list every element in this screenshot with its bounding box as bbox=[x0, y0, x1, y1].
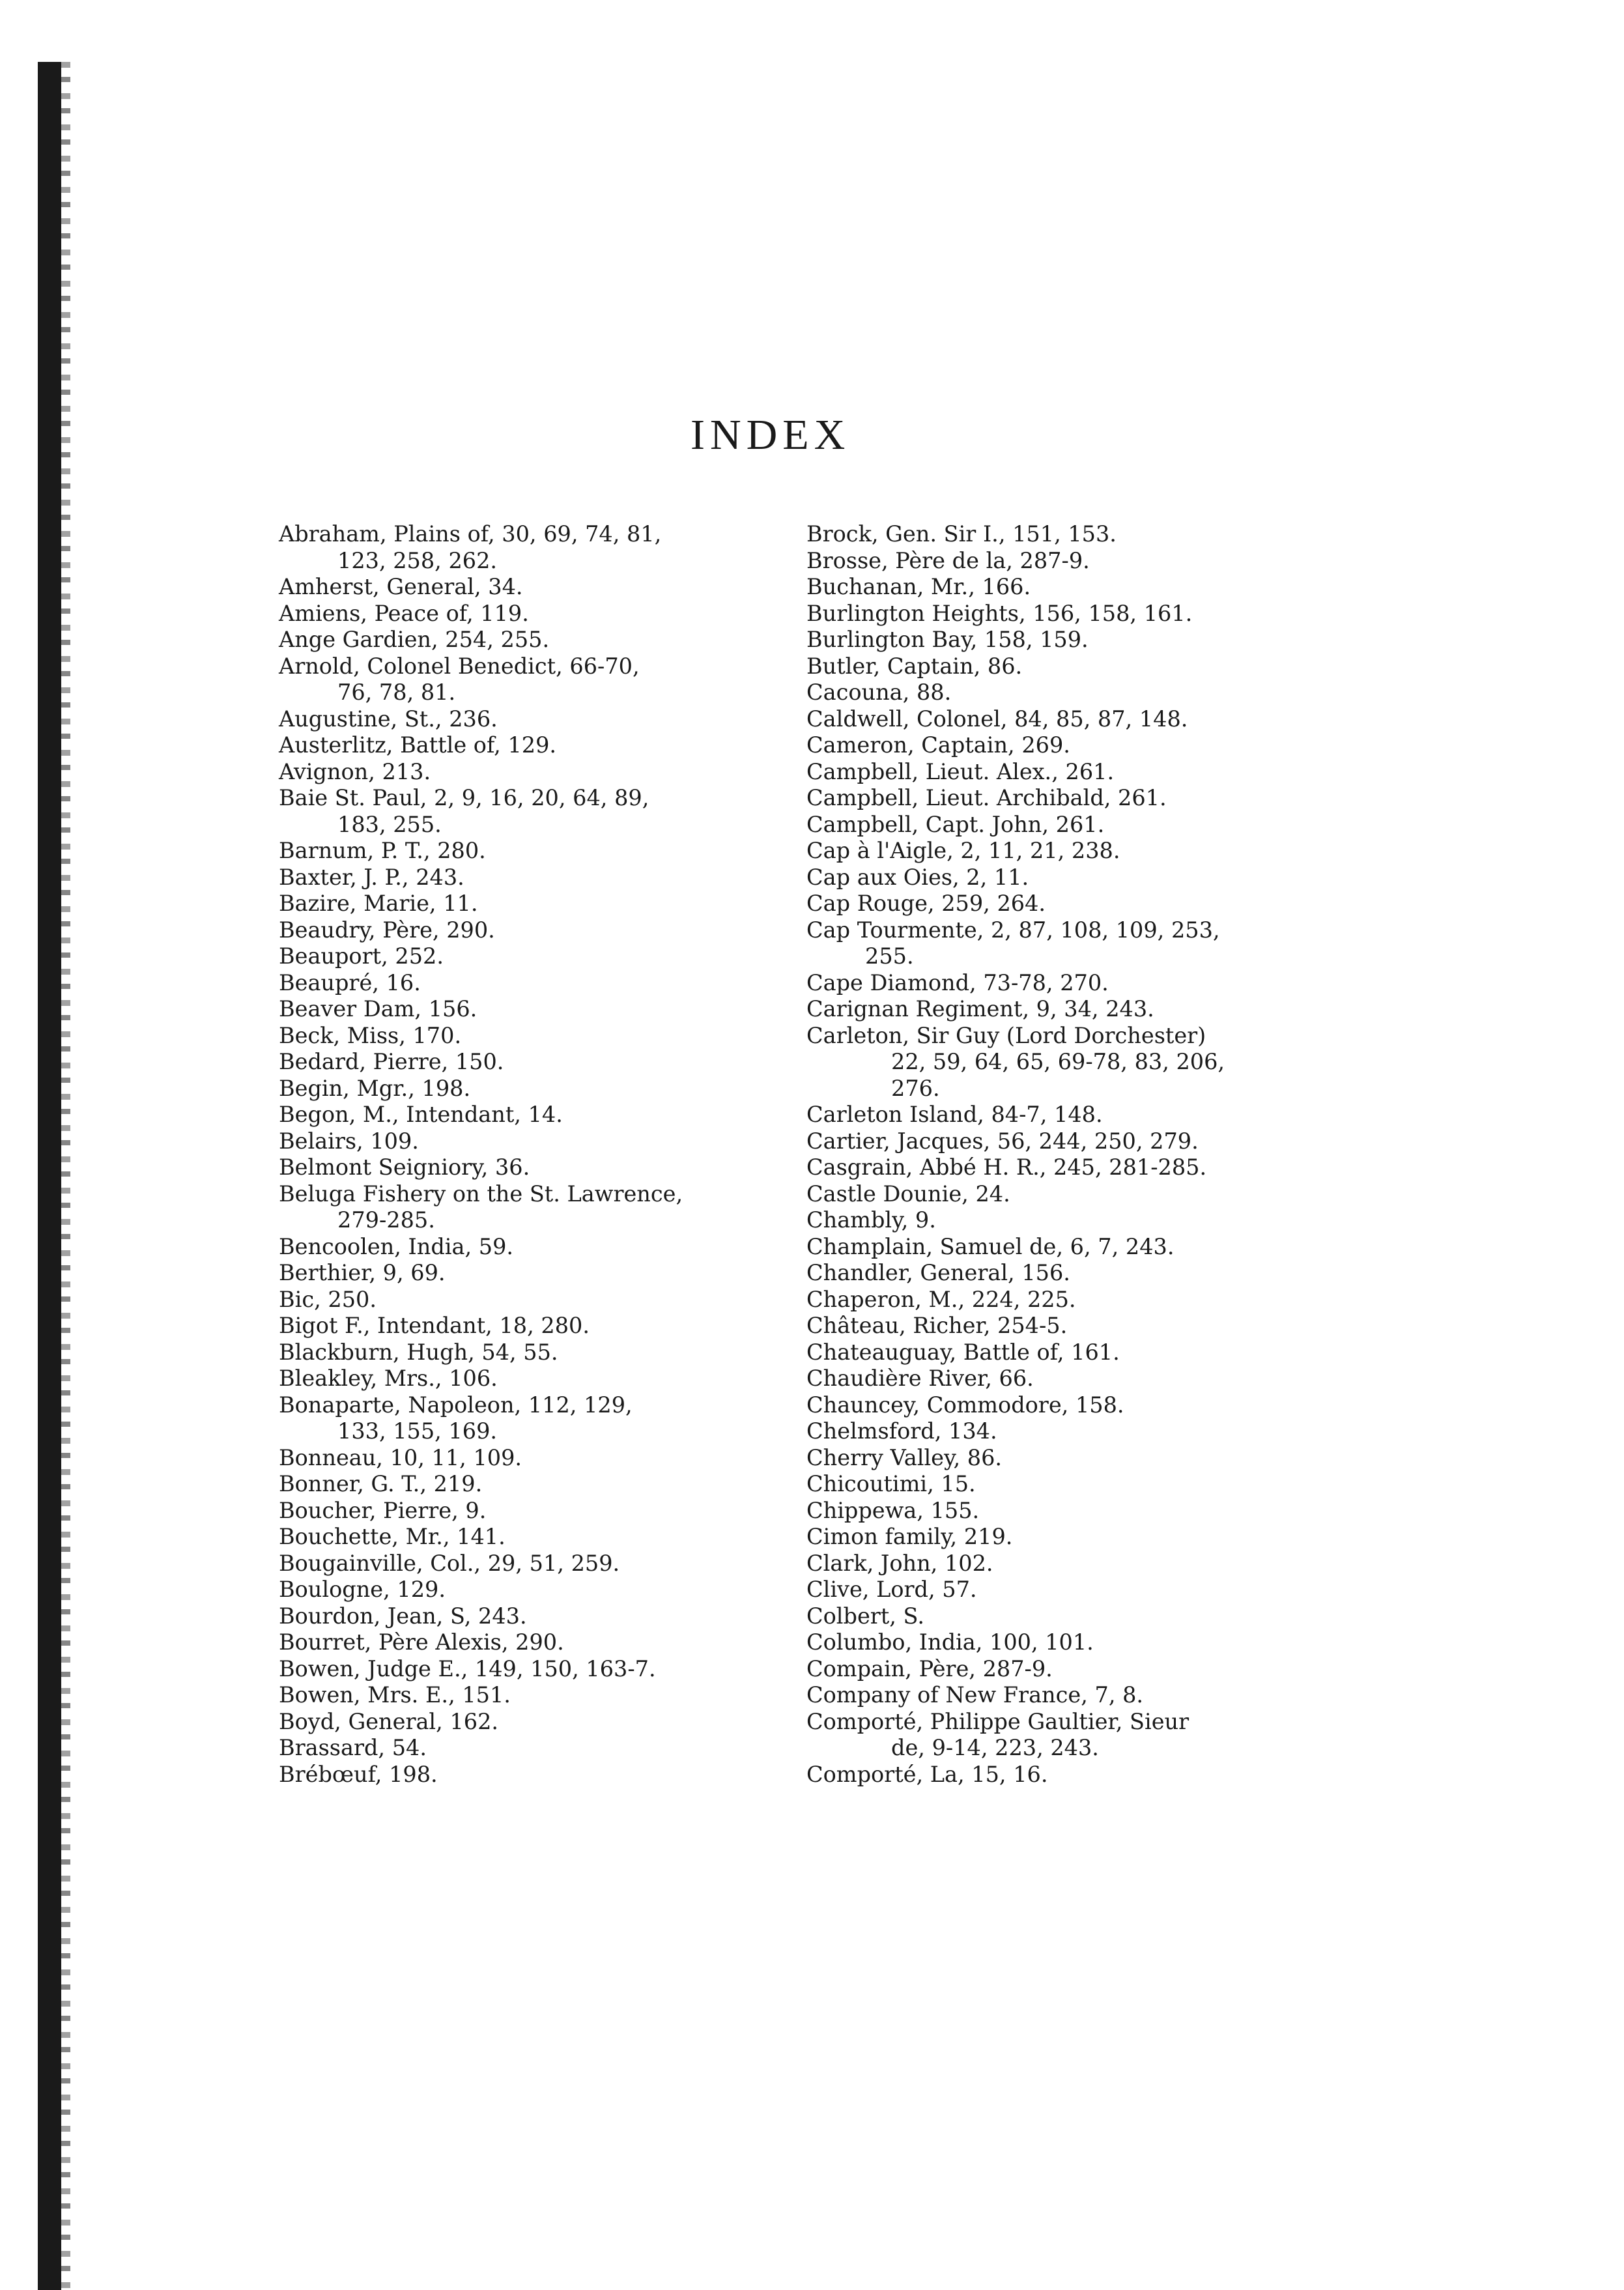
index-entry: Cherry Valley, 86. bbox=[806, 1444, 1003, 1470]
index-entry: Bougainville, Col., 29, 51, 259. bbox=[279, 1550, 620, 1576]
index-entry: Colbert, S. bbox=[806, 1603, 924, 1629]
index-entry: Ange Gardien, 254, 255. bbox=[279, 627, 550, 652]
index-entry: Chandler, General, 156. bbox=[806, 1260, 1070, 1285]
index-entry-continuation: 76, 78, 81. bbox=[337, 680, 456, 705]
index-entry: Bencoolen, India, 59. bbox=[279, 1233, 514, 1259]
index-entry: Cacouna, 88. bbox=[806, 680, 952, 705]
index-entry: Brassard, 54. bbox=[279, 1735, 427, 1760]
index-entry: Boulogne, 129. bbox=[279, 1577, 446, 1602]
index-entry: Belmont Seigniory, 36. bbox=[279, 1154, 530, 1180]
index-entry: Begin, Mgr., 198. bbox=[279, 1075, 471, 1101]
index-entry: Baxter, J. P., 243. bbox=[279, 864, 464, 890]
index-entry: Company of New France, 7, 8. bbox=[806, 1682, 1144, 1708]
index-entry: Bowen, Mrs. E., 151. bbox=[279, 1682, 511, 1708]
index-entry: Augustine, St., 236. bbox=[279, 706, 498, 732]
index-column-right bbox=[806, 521, 1315, 1788]
page-binding-edge bbox=[38, 62, 61, 2290]
index-entry: Carleton, Sir Guy (Lord Dorchester) bbox=[806, 1022, 1206, 1048]
index-entry: Beck, Miss, 170. bbox=[279, 1022, 462, 1048]
index-entry: Cap Rouge, 259, 264. bbox=[806, 891, 1046, 916]
index-entry: Bourdon, Jean, S, 243. bbox=[279, 1603, 527, 1629]
index-entry: Bigot F., Intendant, 18, 280. bbox=[279, 1313, 590, 1338]
index-entry-continuation: 123, 258, 262. bbox=[337, 547, 498, 573]
index-entry: Chambly, 9. bbox=[806, 1207, 936, 1233]
index-entry: Carleton Island, 84-7, 148. bbox=[806, 1102, 1103, 1127]
index-entry: Amherst, General, 34. bbox=[279, 574, 523, 599]
page-title: INDEX bbox=[691, 411, 851, 459]
index-entry-continuation: 276. bbox=[891, 1075, 940, 1101]
index-entry: Compain, Père, 287-9. bbox=[806, 1655, 1053, 1682]
index-entry: Buchanan, Mr., 166. bbox=[806, 574, 1031, 599]
index-column-left bbox=[279, 521, 787, 1788]
index-entry: Campbell, Lieut. Alex., 261. bbox=[806, 758, 1115, 784]
index-entry: Belairs, 109. bbox=[279, 1128, 419, 1154]
index-entry: Bourret, Père Alexis, 290. bbox=[279, 1629, 564, 1655]
index-entry: Cameron, Captain, 269. bbox=[806, 732, 1070, 758]
index-entry: Clark, John, 102. bbox=[806, 1550, 993, 1576]
index-entry: Caldwell, Colonel, 84, 85, 87, 148. bbox=[806, 706, 1188, 732]
index-entry: Bonner, G. T., 219. bbox=[279, 1471, 483, 1496]
index-entry: Chaperon, M., 224, 225. bbox=[806, 1286, 1076, 1312]
index-entry: Arnold, Colonel Benedict, 66-70, bbox=[279, 653, 640, 679]
index-entry: Chelmsford, 134. bbox=[806, 1418, 997, 1444]
index-entry: Begon, M., Intendant, 14. bbox=[279, 1102, 563, 1127]
index-entry: Beluga Fishery on the St. Lawrence, bbox=[279, 1181, 683, 1207]
index-entry: Cap aux Oies, 2, 11. bbox=[806, 864, 1029, 890]
index-entry: Bazire, Marie, 11. bbox=[279, 891, 478, 916]
index-entry: Brébœuf, 198. bbox=[279, 1761, 438, 1787]
index-entry: Brosse, Père de la, 287-9. bbox=[806, 547, 1090, 573]
index-entry: Beaver Dam, 156. bbox=[279, 996, 477, 1022]
index-entry: Bedard, Pierre, 150. bbox=[279, 1049, 504, 1074]
index-entry: Barnum, P. T., 280. bbox=[279, 838, 486, 863]
index-entry: Clive, Lord, 57. bbox=[806, 1577, 977, 1602]
index-entry: Chippewa, 155. bbox=[806, 1497, 980, 1523]
index-entry: Chateauguay, Battle of, 161. bbox=[806, 1339, 1120, 1365]
index-entry: Bic, 250. bbox=[279, 1286, 377, 1312]
index-entry: Bouchette, Mr., 141. bbox=[279, 1524, 506, 1549]
index-entry: Blackburn, Hugh, 54, 55. bbox=[279, 1339, 558, 1365]
index-entry: Cartier, Jacques, 56, 244, 250, 279. bbox=[806, 1128, 1199, 1154]
index-entry-continuation: 22, 59, 64, 65, 69-78, 83, 206, bbox=[891, 1049, 1225, 1074]
index-entry: Cape Diamond, 73-78, 270. bbox=[806, 969, 1109, 995]
index-entry: Boyd, General, 162. bbox=[279, 1708, 499, 1734]
index-entry: Château, Richer, 254-5. bbox=[806, 1313, 1068, 1338]
index-entry-continuation: 279-285. bbox=[337, 1207, 435, 1233]
index-entry: Campbell, Lieut. Archibald, 261. bbox=[806, 785, 1167, 810]
index-entry: Burlington Heights, 156, 158, 161. bbox=[806, 600, 1193, 626]
index-entry: Berthier, 9, 69. bbox=[279, 1260, 446, 1285]
index-entry-continuation: 255. bbox=[865, 943, 914, 969]
index-entry: Chauncey, Commodore, 158. bbox=[806, 1392, 1124, 1418]
index-entry: Avignon, 213. bbox=[279, 758, 431, 784]
index-entry: Chicoutimi, 15. bbox=[806, 1471, 976, 1496]
index-entry: Cap à l'Aigle, 2, 11, 21, 238. bbox=[806, 838, 1120, 863]
index-entry: Butler, Captain, 86. bbox=[806, 653, 1023, 679]
index-entry-continuation: de, 9-14, 223, 243. bbox=[891, 1735, 1099, 1760]
index-entry: Comporté, Philippe Gaultier, Sieur bbox=[806, 1708, 1190, 1734]
index-entry: Beaudry, Père, 290. bbox=[279, 917, 495, 943]
index-entry: Casgrain, Abbé H. R., 245, 281-285. bbox=[806, 1154, 1207, 1180]
index-entry: Chaudière River, 66. bbox=[806, 1366, 1034, 1391]
index-entry: Bleakley, Mrs., 106. bbox=[279, 1366, 498, 1391]
index-entry: Abraham, Plains of, 30, 69, 74, 81, bbox=[279, 521, 662, 547]
index-entry: Campbell, Capt. John, 261. bbox=[806, 811, 1105, 837]
index-entry: Baie St. Paul, 2, 9, 16, 20, 64, 89, bbox=[279, 785, 649, 810]
index-entry: Bowen, Judge E., 149, 150, 163-7. bbox=[279, 1655, 656, 1682]
index-entry: Cap Tourmente, 2, 87, 108, 109, 253, bbox=[806, 917, 1220, 943]
index-entry: Amiens, Peace of, 119. bbox=[279, 600, 529, 626]
index-entry: Boucher, Pierre, 9. bbox=[279, 1497, 487, 1523]
index-entry: Bonaparte, Napoleon, 112, 129, bbox=[279, 1392, 633, 1418]
index-entry: Austerlitz, Battle of, 129. bbox=[279, 732, 557, 758]
binding-texture bbox=[61, 62, 70, 2290]
index-entry-continuation: 133, 155, 169. bbox=[337, 1418, 498, 1444]
index-entry: Brock, Gen. Sir I., 151, 153. bbox=[806, 521, 1117, 547]
index-entry: Carignan Regiment, 9, 34, 243. bbox=[806, 996, 1154, 1022]
index-entry: Castle Dounie, 24. bbox=[806, 1181, 1010, 1207]
index-entry: Beaupré, 16. bbox=[279, 969, 421, 995]
index-entry: Burlington Bay, 158, 159. bbox=[806, 627, 1089, 652]
index-entry: Bonneau, 10, 11, 109. bbox=[279, 1444, 522, 1470]
index-entry: Columbo, India, 100, 101. bbox=[806, 1629, 1094, 1655]
index-entry: Cimon family, 219. bbox=[806, 1524, 1013, 1549]
index-entry: Comporté, La, 15, 16. bbox=[806, 1761, 1048, 1787]
index-entry: Beauport, 252. bbox=[279, 943, 444, 969]
index-entry: Champlain, Samuel de, 6, 7, 243. bbox=[806, 1233, 1175, 1259]
index-entry-continuation: 183, 255. bbox=[337, 811, 442, 837]
